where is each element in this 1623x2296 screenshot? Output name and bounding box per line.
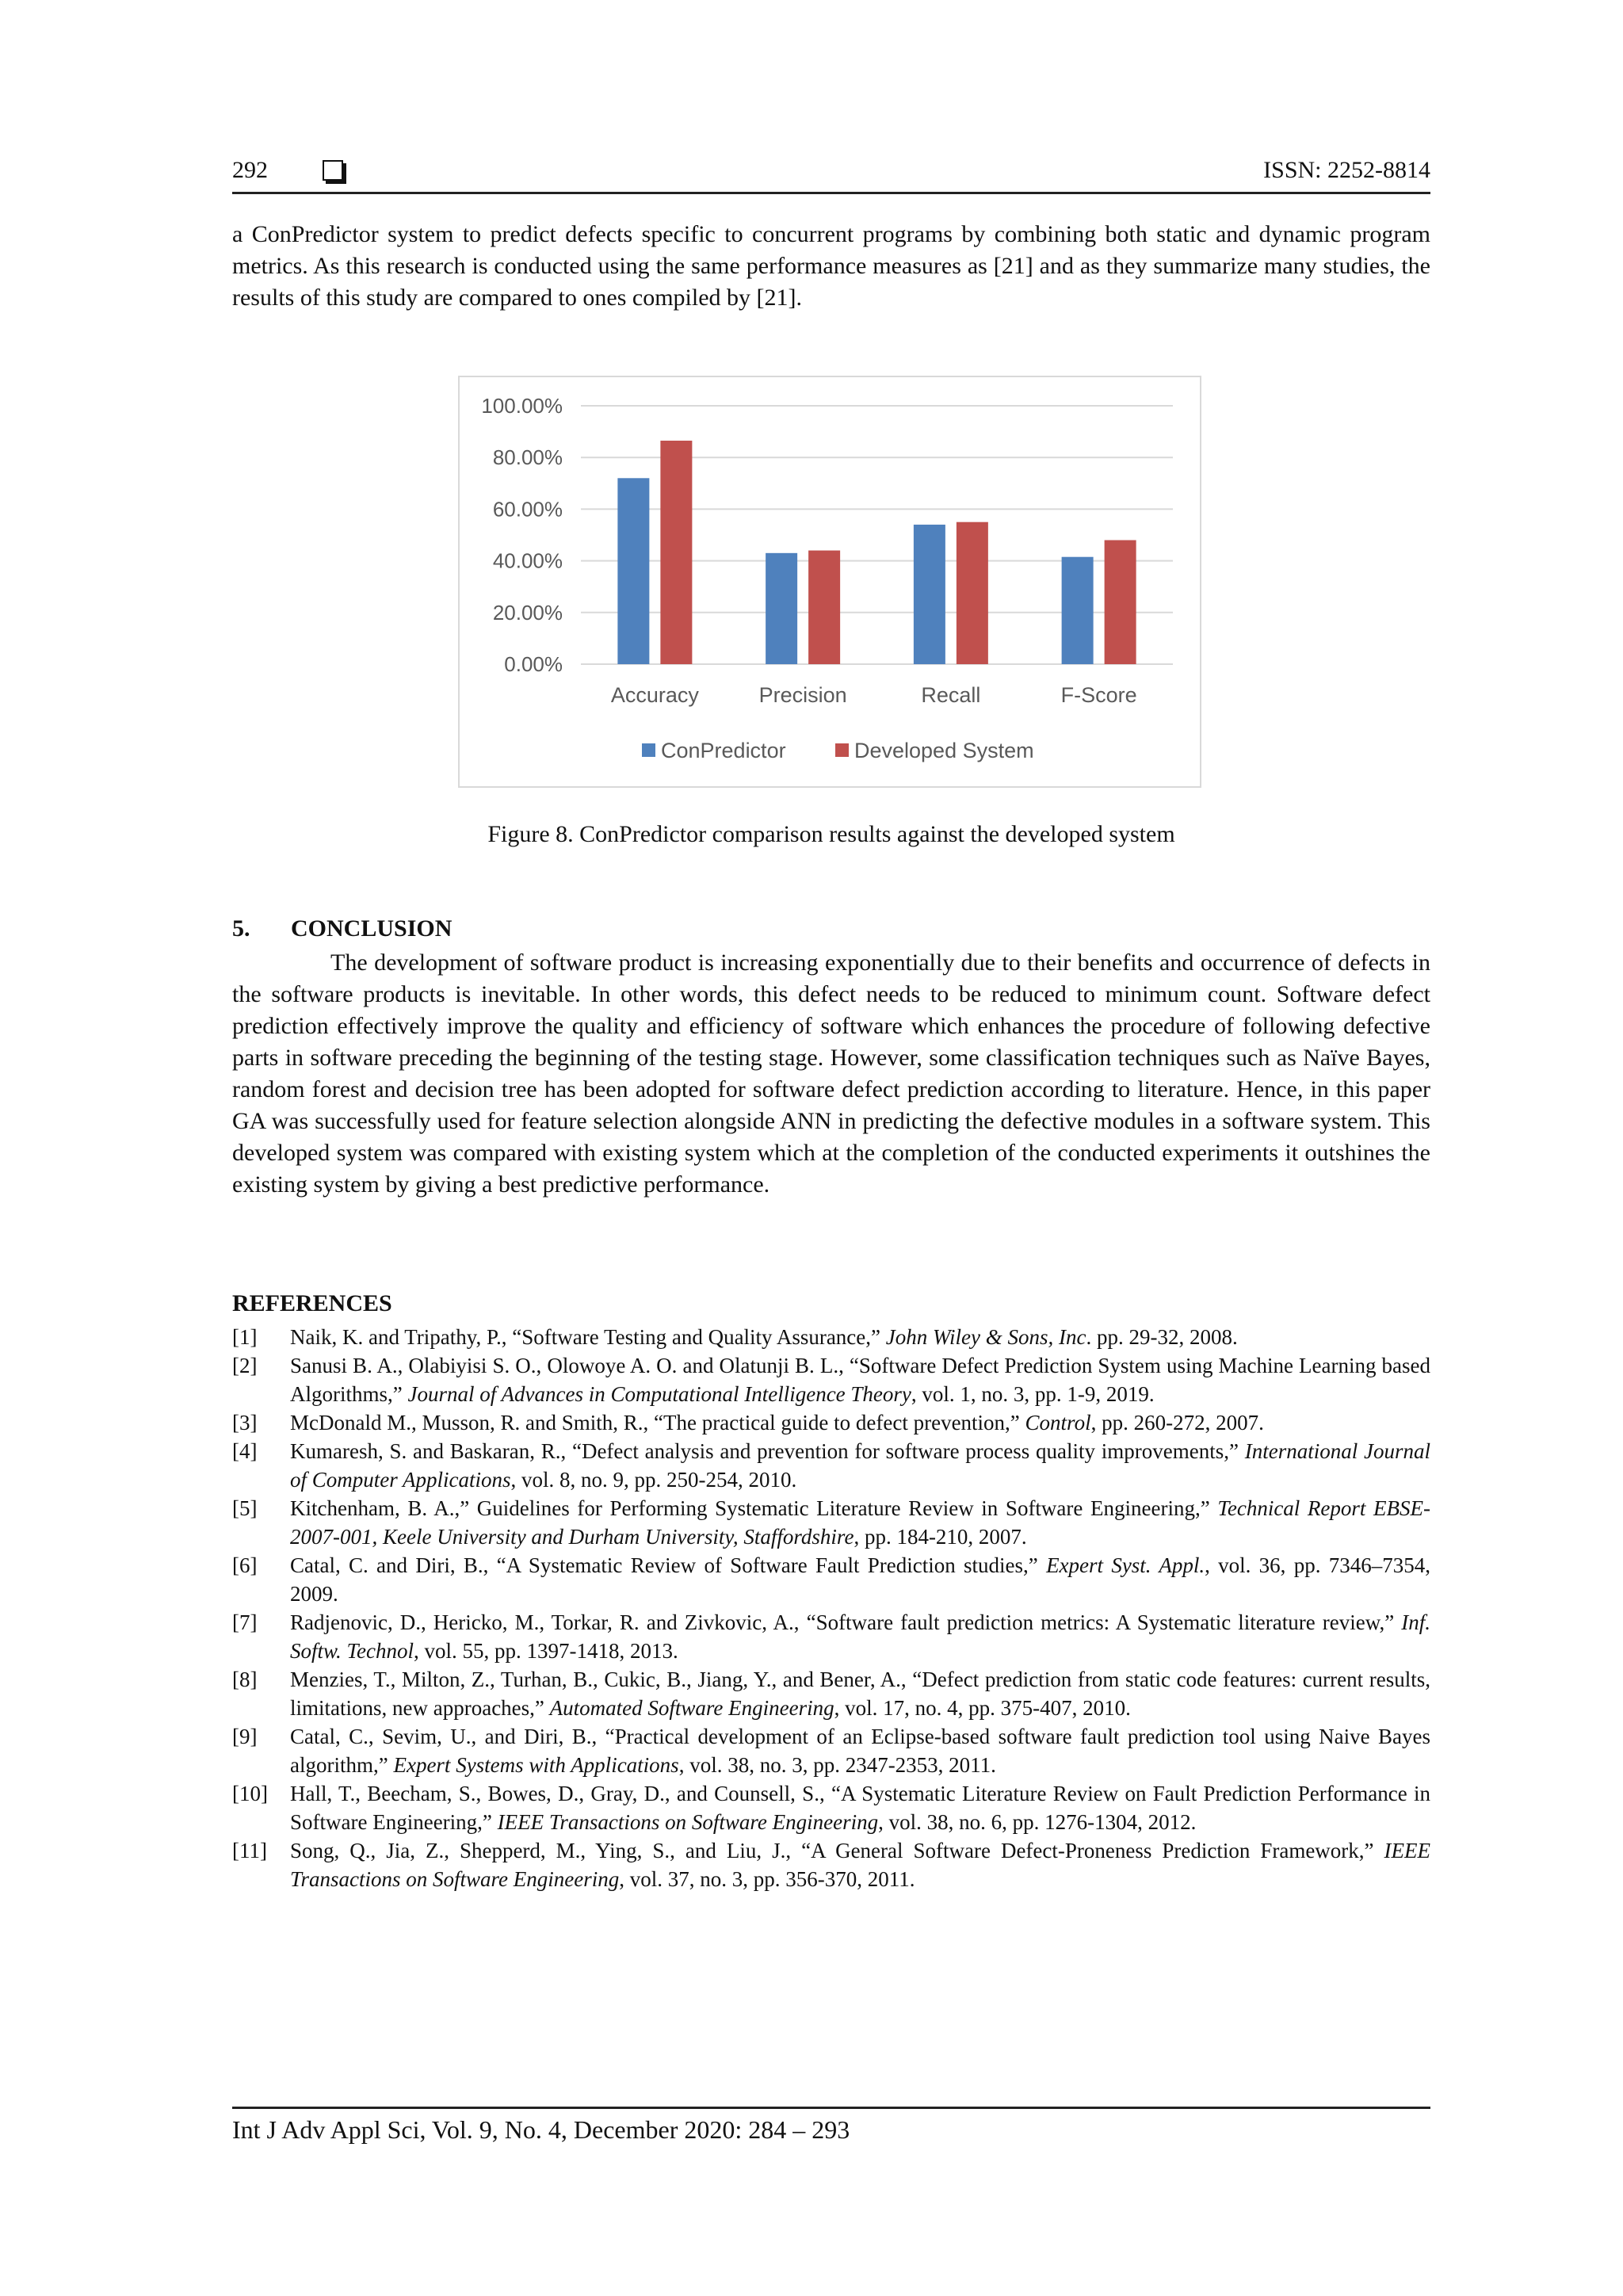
bar-conpredictor — [766, 553, 797, 664]
legend-label: Developed System — [854, 739, 1034, 762]
x-tick-label: Recall — [921, 683, 981, 707]
y-tick-label: 20.00% — [492, 600, 563, 625]
section-heading — [232, 915, 452, 942]
bar-developed-system — [808, 551, 840, 664]
y-tick-label: 60.00% — [492, 497, 563, 521]
reference-text: Sanusi B. A., Olabiyisi S. O., Olowoye A. O. and Olatunji B. L., “Software Defect Prediction System using Machine Learning based Algorithms,” Journal of Advances in Computational Intelligence Theory, vol. 1, no. 3, pp. 1-9, 2019. — [290, 1354, 1430, 1406]
reference-text: Song, Q., Jia, Z., Shepperd, M., Ying, S., and Liu, J., “A General Software Defect-Proneness Prediction Framework,” IEEE Transactions on Software Engineering, vol. 37, no. 3, pp. 356-370, 2011. — [290, 1839, 1430, 1891]
y-tick-label: 80.00% — [492, 445, 563, 470]
reference-number: [8] — [232, 1668, 258, 1691]
page-header — [232, 155, 1430, 194]
reference-text: Kumaresh, S. and Baskaran, R., “Defect analysis and prevention for software process quality improvements,” International Journal of Computer Applications, vol. 8, no. 9, pp. 250-254, 2010. — [290, 1439, 1431, 1492]
reference-item — [232, 1722, 1430, 1779]
bar-conpredictor — [914, 525, 945, 664]
x-tick-label: F-Score — [1060, 683, 1137, 707]
legend-label: ConPredictor — [661, 739, 786, 762]
bar-conpredictor — [1062, 557, 1094, 664]
reference-item — [232, 1665, 1430, 1722]
reference-text: Radjenovic, D., Hericko, M., Torkar, R. and Zivkovic, A., “Software fault prediction metrics: A Systematic literature review,” Inf. Softw. Technol, vol. 55, pp. 1397-1418, 2013. — [290, 1610, 1430, 1663]
reference-number: [11] — [232, 1839, 267, 1862]
reference-number: [5] — [232, 1496, 258, 1520]
x-tick-label: Accuracy — [610, 683, 699, 707]
reference-number: [3] — [232, 1411, 258, 1435]
reference-text: Kitchenham, B. A.,” Guidelines for Performing Systematic Literature Review in Software Engineering,” Technical Report EBSE-2007-001, Keele University and Durham University, Staffordshire, pp. 184-210, 2007. — [290, 1496, 1430, 1549]
intro-paragraph: a ConPredictor system to predict defects specific to concurrent programs by combining both static and dynamic program metrics. As this research is conducted using the same performance measures as [21] and as they summarize many studies, the results of this study are compared to ones compiled by [21]. — [232, 221, 1430, 311]
reference-item — [232, 1836, 1430, 1893]
reference-item — [232, 1551, 1430, 1608]
y-tick-label: 40.00% — [492, 548, 563, 573]
reference-item — [232, 1779, 1430, 1836]
conclusion-paragraph — [232, 947, 1430, 1201]
reference-text: Menzies, T., Milton, Z., Turhan, B., Cukic, B., Jiang, Y., and Bener, A., “Defect prediction from static code features: current results, limitations, new approaches,” Automated Software Engineering, vol. 17, no. 4, pp. 375-407, 2010. — [290, 1668, 1430, 1720]
page-footer: Int J Adv Appl Sci, Vol. 9, No. 4, December 2020: 284 – 293 — [232, 2107, 1430, 2145]
reference-item — [232, 1437, 1430, 1494]
y-tick-label: 0.00% — [504, 652, 563, 676]
reference-number: [6] — [232, 1553, 258, 1577]
chart-svg — [460, 377, 1203, 789]
reference-number: [10] — [232, 1782, 268, 1805]
reference-item — [232, 1494, 1430, 1551]
x-tick-label: Precision — [758, 683, 847, 707]
reference-number: [9] — [232, 1725, 258, 1748]
reference-number: [1] — [232, 1325, 258, 1349]
reference-text: Catal, C. and Diri, B., “A Systematic Review of Software Fault Prediction studies,” Expert Syst. Appl., vol. 36, pp. 7346–7354, 2009. — [290, 1553, 1430, 1606]
legend-swatch — [642, 743, 655, 757]
reference-text: McDonald M., Musson, R. and Smith, R., “The practical guide to defect prevention,” Control, pp. 260-272, 2007. — [290, 1411, 1264, 1435]
reference-number: [2] — [232, 1354, 258, 1377]
reference-item — [232, 1408, 1430, 1437]
bar-chart — [458, 376, 1201, 788]
reference-text: Catal, C., Sevim, U., and Diri, B., “Practical development of an Eclipse-based software fault prediction tool using Naive Bayes algorithm,” Expert Systems with Applications, vol. 38, no. 3, pp. 2347-2353, 2011. — [290, 1725, 1430, 1777]
reference-item — [232, 1323, 1430, 1351]
reference-item — [232, 1351, 1430, 1408]
issn-label: ISSN: 2252-8814 — [1263, 157, 1430, 183]
bar-developed-system — [660, 441, 692, 664]
reference-item — [232, 1608, 1430, 1665]
conclusion-text: The development of software product is increasing exponentially due to their benefits and occurrence of defects in the software products is inevitable. In other words, this defect needs to be reduced to minimum count. Software defect prediction effectively improve the quality and efficiency of software which enhances the procedure of following defective parts in software preceding the beginning of the testing stage. However, some classification techniques such as Naïve Bayes, random forest and decision tree has been adopted for software defect prediction according to literature. Hence, in this paper GA was successfully used for feature selection alongside ANN in predicting the defective modules in a software system. This developed system was compared with existing system which at the completion of the conducted experiments it outshines the existing system by giving a best predictive performance. — [232, 949, 1430, 1198]
bar-conpredictor — [617, 478, 649, 664]
y-tick-label: 100.00% — [481, 394, 563, 418]
legend-swatch — [835, 743, 849, 757]
checkbox-square-icon — [323, 160, 343, 181]
references-list — [232, 1323, 1430, 1893]
figure-caption: Figure 8. ConPredictor comparison results against the developed system — [487, 821, 1175, 847]
reference-number: [4] — [232, 1439, 258, 1463]
section-number: 5. — [232, 915, 250, 942]
page-number: 292 — [232, 157, 268, 183]
references-heading: REFERENCES — [232, 1290, 392, 1316]
bar-developed-system — [957, 522, 988, 664]
reference-text: Naik, K. and Tripathy, P., “Software Testing and Quality Assurance,” John Wiley & Sons, Inc. pp. 29-32, 2008. — [290, 1325, 1238, 1349]
reference-number: [7] — [232, 1610, 258, 1634]
bar-developed-system — [1105, 541, 1136, 664]
reference-text: Hall, T., Beecham, S., Bowes, D., Gray, D., and Counsell, S., “A Systematic Literature Review on Fault Prediction Performance in Software Engineering,” IEEE Transactions on Software Engineering, vol. 38, no. 6, pp. 1276-1304, 2012. — [290, 1782, 1430, 1834]
section-title: CONCLUSION — [291, 915, 453, 942]
